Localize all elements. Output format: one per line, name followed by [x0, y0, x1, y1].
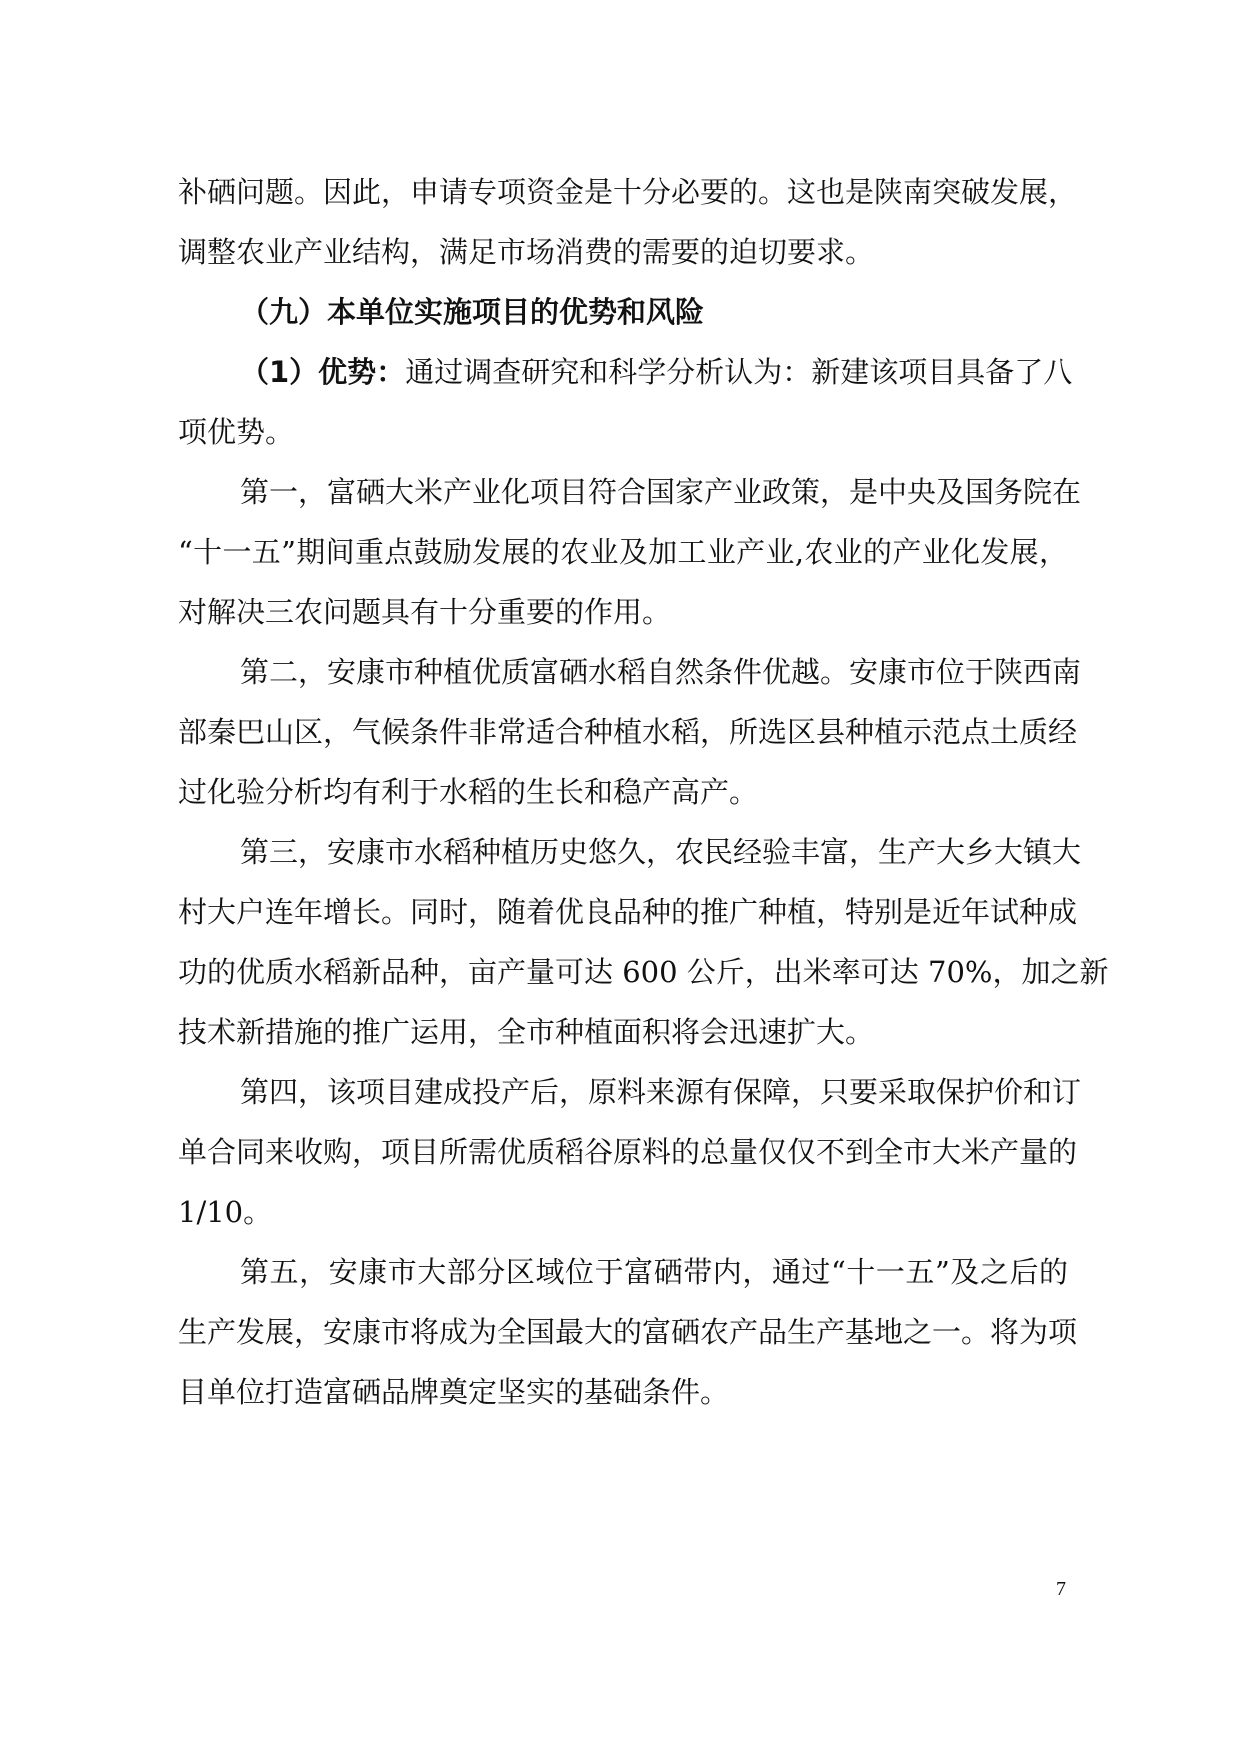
paragraph-line: 村大户连年增长。同时，随着优良品种的推广种植，特别是近年试种成: [178, 895, 1078, 929]
paragraph-line: 第二，安康市种植优质富硒水稻自然条件优越。安康市位于陕西南: [240, 655, 1082, 689]
paragraph-line: 项优势。: [178, 415, 295, 449]
paragraph-line: 第四，该项目建成投产后，原料来源有保障，只要采取保护价和订: [240, 1075, 1082, 1109]
paragraph-text: 通过调查研究和科学分析认为：新建该项目具备了八: [405, 355, 1073, 389]
paragraph-line: 生产发展，安康市将成为全国最大的富硒农产品生产基地之一。将为项: [178, 1315, 1078, 1349]
paragraph-line: 对解决三农问题具有十分重要的作用。: [178, 595, 672, 629]
page-number: 7: [1056, 1578, 1066, 1600]
paragraph-line: 技术新措施的推广运用，全市种植面积将会迅速扩大。: [178, 1015, 875, 1049]
paragraph-line: 目单位打造富硒品牌奠定坚实的基础条件。: [178, 1375, 730, 1409]
paragraph-line: 1/10。: [178, 1195, 273, 1229]
paragraph-line: 第五，安康市大部分区域位于富硒带内，通过“十一五”及之后的: [240, 1255, 1068, 1289]
advantage-label: （1）优势：: [240, 355, 406, 389]
paragraph-line: 功的优质水稻新品种，亩产量可达 600 公斤，出米率可达 70%，加之新: [178, 955, 1109, 989]
paragraph-line: 调整农业产业结构，满足市场消费的需要的迫切要求。: [178, 235, 875, 269]
paragraph-line: 过化验分析均有利于水稻的生长和稳产高产。: [178, 775, 759, 809]
paragraph-line: 第一，富硒大米产业化项目符合国家产业政策，是中央及国务院在: [240, 475, 1082, 509]
section-heading: （九）本单位实施项目的优势和风险: [240, 295, 705, 329]
paragraph-line: 部秦巴山区，气候条件非常适合种植水稻，所选区县种植示范点土质经: [178, 715, 1078, 749]
paragraph-line: 补硒问题。因此，申请专项资金是十分必要的。这也是陕南突破发展，: [178, 175, 1078, 209]
paragraph-line: “十一五”期间重点鼓励发展的农业及加工业产业,农业的产业化发展，: [178, 535, 1068, 569]
paragraph-line: 单合同来收购，项目所需优质稻谷原料的总量仅仅不到全市大米产量的: [178, 1135, 1078, 1169]
paragraph-line: [240, 350, 1073, 391]
paragraph-line: 第三，安康市水稻种植历史悠久，农民经验丰富，生产大乡大镇大: [240, 835, 1082, 869]
